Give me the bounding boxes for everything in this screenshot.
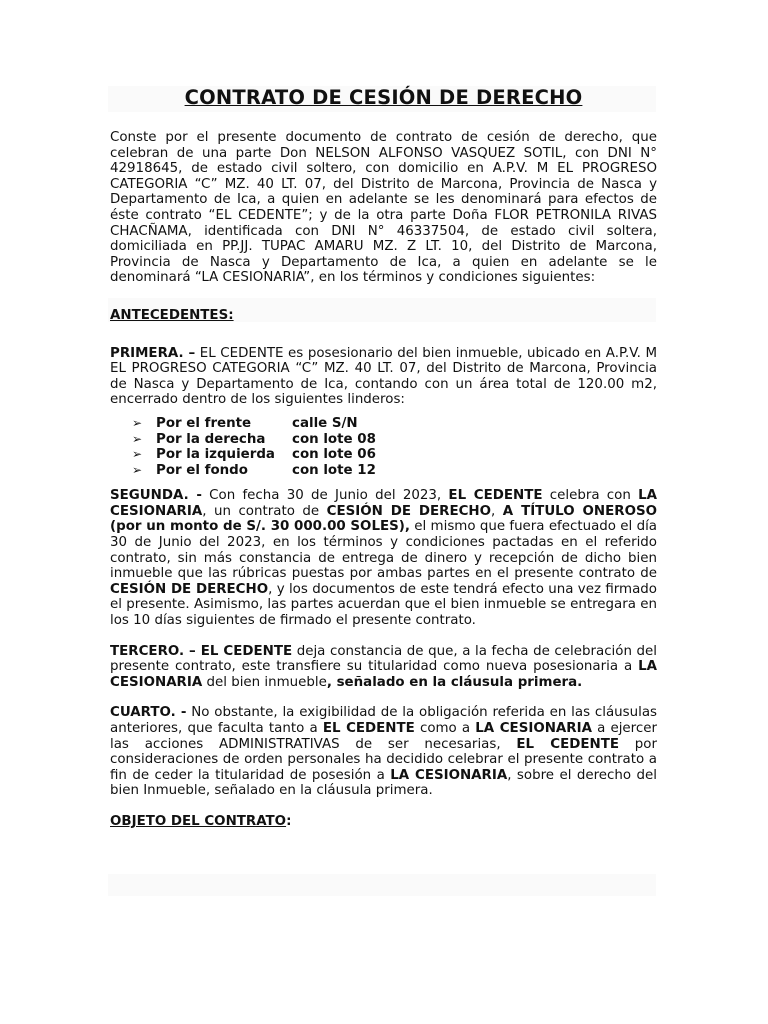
- text-run: como a: [414, 721, 476, 736]
- text-run: a ejercer las acciones ADMINISTRATIVAS de ser necesarias,: [110, 721, 657, 752]
- objeto-heading-colon: :: [286, 813, 292, 829]
- text-run: deja constancia de que, a la fecha de celebración del presente contrato, este transfiere su titularidad como nueva posesionaria a: [110, 643, 658, 675]
- lindero-item: [132, 416, 657, 432]
- bold-run: EL CEDENTE: [322, 721, 415, 736]
- text-run: por consideraciones de orden personales ha decidido celebrar el presente contrato a fin de ceder la titularidad de posesión a: [110, 736, 657, 783]
- clause-cuarto: [110, 705, 657, 799]
- bold-run: LA CESIONARIA: [110, 659, 657, 690]
- bold-run: A TÍTULO ONEROSO (por un monto de S/. 30 000.00 SOLES),: [110, 503, 657, 535]
- text-run: Con fecha 30 de Junio del 2023,: [201, 488, 449, 504]
- text-run: , y los documentos de este tendrá efecto una vez firmado el presente. Asimismo, las partes acuerdan que el bien inmueble se entregara en los 10 días siguientes de firmado el presente contrato.: [110, 581, 657, 629]
- objeto-heading: [110, 814, 657, 830]
- text-run: No obstante, la exigibilidad de la obligación referida en las cláusulas anteriores, que faculta tanto a: [110, 705, 657, 736]
- lindero-label: Por el frente: [156, 415, 252, 431]
- clause-primera: [110, 346, 657, 408]
- lindero-label: Por la derecha: [156, 431, 266, 447]
- antecedentes-heading: ANTECEDENTES:: [110, 307, 234, 323]
- text-run: celebra con: [542, 488, 639, 504]
- arrow-bullet-icon: ➢: [132, 415, 143, 430]
- intro-paragraph: Conste por el presente documento de contrato de cesión de derecho, que celebran de una parte Don NELSON ALFONSO VASQUEZ SOTIL, con DNI N° 42918645, de estado civil soltero, con domicilio en A.P.V. M EL PROGRESO CATEGORIA “C” MZ. 40 LT. 07, del Distrito de Marcona, Provincia de Nasca y Departamento de Ica, a quien en adelante se les denominará para efectos de éste contrato “EL CEDENTE”; y de la otra parte Doña FLOR PETRONILA RIVAS CHACÑAMA, identificada con DNI N° 46337504, de estado civil soltera, domiciliada en PP.JJ. TUPAC AMARU MZ. Z LT. 10, del Distrito de Marcona, Provincia de Nasca y Departamento de Ica, a quien en adelante se le denominará “LA CESIONARIA”, en los términos y condiciones siguientes:: [110, 130, 657, 286]
- bold-run: CESIÓN DE DERECHO: [326, 503, 492, 519]
- bold-run: LA CESIONARIA: [110, 488, 657, 519]
- arrow-bullet-icon: ➢: [132, 462, 143, 477]
- text-run: del bien inmueble: [202, 674, 327, 690]
- text-run: , un contrato de: [202, 503, 327, 519]
- objeto-shade: [108, 874, 656, 896]
- lindero-item: [132, 463, 657, 479]
- lindero-item: [132, 447, 657, 463]
- bold-run: LA CESIONARIA: [390, 767, 508, 783]
- objeto-heading-text: OBJETO DEL CONTRATO: [110, 813, 287, 829]
- lindero-value: con lote 08: [292, 431, 376, 447]
- clause-segunda-label: SEGUNDA. -: [110, 488, 202, 504]
- lindero-value: con lote 06: [292, 447, 376, 463]
- arrow-bullet-icon: ➢: [132, 431, 143, 446]
- lindero-label: Por la izquierda: [156, 447, 275, 463]
- bold-run: EL CEDENTE: [448, 488, 543, 504]
- clause-tercero: [110, 644, 657, 691]
- clause-primera-text: EL CEDENTE es posesionario del bien inmueble, ubicado en A.P.V. M EL PROGRESO CATEGORIA “C” MZ. 40 LT. 07, del Distrito de Marcona, Provincia de Nasca y Departamento de Ica, contando con un área total de 120.00 m2, encerrado dentro de los siguientes linderos:: [110, 345, 658, 408]
- clause-primera-label: PRIMERA. –: [110, 345, 196, 361]
- lindero-value: con lote 12: [292, 462, 376, 478]
- lindero-value: calle S/N: [292, 415, 358, 431]
- arrow-bullet-icon: ➢: [132, 447, 143, 462]
- clause-cuarto-label: CUARTO. -: [110, 705, 187, 721]
- text-run: ,: [491, 503, 503, 519]
- bold-run: , señalado en la cláusula primera.: [326, 674, 583, 690]
- document-body: [110, 86, 657, 830]
- text-run: , sobre el derecho del bien Inmueble, señalado en la cláusula primera.: [110, 767, 657, 799]
- linderos-list: [110, 416, 657, 478]
- text-run: el mismo que fuera efectuado el día 30 de Junio del 2023, en los términos y condiciones pactadas en el referido contrato, sin más constancia de entrega de dinero y recepción de dicho bien inmueble que las rúbricas puestas por ambas partes en el presente contrato de: [110, 519, 657, 582]
- clause-tercero-label: TERCERO. – EL CEDENTE: [110, 643, 293, 659]
- bold-run: CESIÓN DE DERECHO: [110, 581, 269, 597]
- lindero-label: Por el fondo: [156, 462, 248, 478]
- document-title: CONTRATO DE CESIÓN DE DERECHO: [184, 86, 583, 109]
- lindero-item: [132, 432, 657, 448]
- clause-segunda: [110, 488, 657, 628]
- bold-run: LA CESIONARIA: [475, 721, 592, 736]
- bold-run: EL CEDENTE: [516, 736, 619, 752]
